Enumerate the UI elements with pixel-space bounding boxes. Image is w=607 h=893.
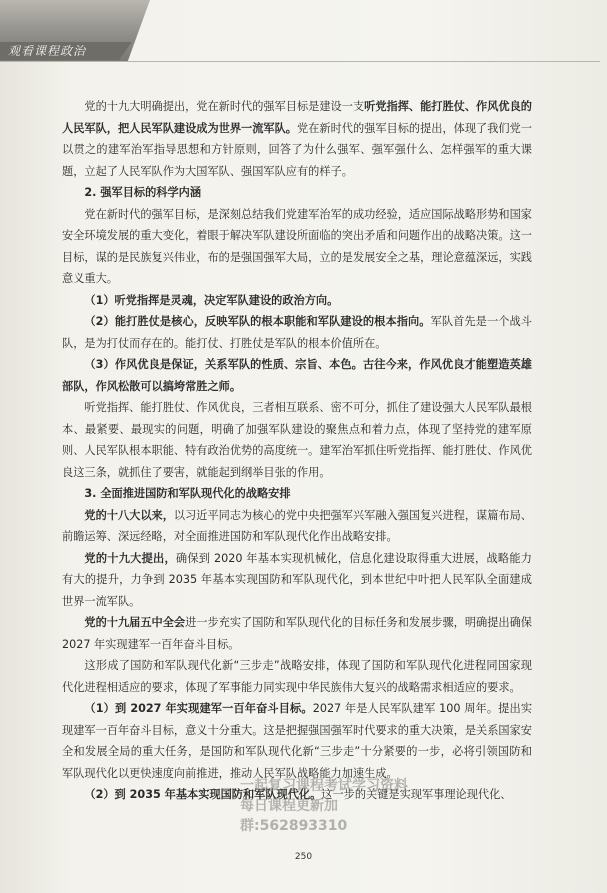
emphasis-text: （2）到 2035 年基本实现国防和军队现代化。 xyxy=(84,788,322,801)
emphasis-text: （3）作风优良是保证，关系军队的性质、宗旨、本色。古往今来，作风优良才能塑造英雄部队，作风松散可以搞垮常胜之师。 xyxy=(62,358,532,393)
emphasis-text: （1）到 2027 年实现建军一百年奋斗目标。 xyxy=(84,702,313,715)
paragraph: 听党指挥、能打胜仗、作风优良，三者相互联系、密不可分，抓住了建设强大人民军队最根本、最紧要、最现实的问题，明确了加强军队建设的聚焦点和着力点，体现了坚持党的建军原则、人民军队根本职能、特有政治优势的高度统一。建军治军抓住听党指挥、能打胜仗、作风优良这三条，就抓住了要害，就能起到纲举目张的作用。 xyxy=(62,401,532,479)
paragraph xyxy=(62,698,532,784)
watermark-line-1: 一起复习课程考试学习资料 xyxy=(240,778,408,794)
emphasis-text: 党的十八大以来， xyxy=(84,508,174,522)
paragraph: 党在新时代的强军目标，是深刻总结我们党建军治军的成功经验，适应国际战略形势和国家安全环境发展的重大变化，着眼于解决军队建设所面临的突出矛盾和问题作出的战略决策。这一目标，谋的是民族复兴伟业，布的是强国强军大局，立的是发展安全之基，理论意蕴深远，实践意义重大。 xyxy=(62,207,532,285)
paragraph-text: 党的十九大明确提出，党在新时代的强军目标是建设一支 xyxy=(84,100,365,113)
paragraph-text: 党在新时代的强军目标的提出，体现了我们党一以贯之的建军治军指导思想和方针原则，回答了为什么强军、强军强什么、怎样强军的重大课题，立起了人民军队作为大国军队、强国军队应有的样子。 xyxy=(62,121,532,178)
header-title: 观看课程政治 xyxy=(8,44,87,58)
paragraph-text: 这一步的关键是实现军事理论现代化、 xyxy=(321,788,512,801)
emphasis-text: 听党指挥、能打胜仗、作风优良的人民军队，把人民军队建设成为世界一流军队。 xyxy=(62,100,532,135)
paragraph xyxy=(62,96,532,182)
watermark xyxy=(240,776,440,836)
section-heading: 2. 强军目标的科学内涵 xyxy=(84,186,202,199)
paragraph-text: 确保到 2020 年基本实现机械化，信息化建设取得重大进展，战略能力有大的提升，力争到 2035 年基本实现国防和军队现代化，到本世纪中叶把人民军队全面建成世界一流军队。 xyxy=(62,551,532,608)
emphasis-text: 党的十九大提出， xyxy=(84,551,176,565)
paragraph-text: 2027 年是人民军队建军 100 周年。提出实现建军一百年奋斗目标，意义十分重大。这是把握强国强军时代要求的重大决策，是关系国家安全和发展全局的重大任务，是国防和军队现代化新“三步走”十分紧要的一步，必将引领国防和军队现代化以更快速度向前推进，推动人民军队战略能力加速生成。 xyxy=(62,702,533,780)
paragraph xyxy=(62,548,532,613)
emphasis-text: 党的十九届五中全会 xyxy=(84,616,186,629)
paragraph xyxy=(62,354,532,397)
section-heading: 3. 全面推进国防和军队现代化的战略安排 xyxy=(84,487,291,500)
watermark-line-2: 每日课程更新加群:562893310 xyxy=(240,798,348,834)
paragraph xyxy=(62,311,532,354)
paragraph: 这形成了国防和军队现代化新“三步走”战略安排，体现了国防和军队现代化进程同国家现代化进程相适应的要求，体现了军事能力同实现中华民族伟大复兴的战略需求相适应的要求。 xyxy=(62,659,532,694)
page-number: 250 xyxy=(294,852,313,862)
body-text xyxy=(62,96,532,806)
paragraph-text: 进一步充实了国防和军队现代化的目标任务和发展步骤，明确提出确保 2027 年实现建军一百年奋斗目标。 xyxy=(62,616,532,651)
paragraph xyxy=(62,612,532,655)
bold-paragraph: （1）听党指挥是灵魂，决定军队建设的政治方向。 xyxy=(84,293,339,307)
paragraph-text: 军队首先是一个战斗队，是为打仗而存在的。能打仗、打胜仗是军队的根本价值所在。 xyxy=(62,315,532,350)
header-rule xyxy=(0,61,600,62)
paragraph-text: 以习近平同志为核心的党中央把强军兴军融入强国复兴进程，谋篇布局、前瞻运筹、深远经略，对全面推进国防和军队现代化作出战略安排。 xyxy=(62,508,532,543)
emphasis-text: （2）能打胜仗是核心，反映军队的根本职能和军队建设的根本指向。 xyxy=(84,315,431,328)
paragraph xyxy=(62,505,532,548)
